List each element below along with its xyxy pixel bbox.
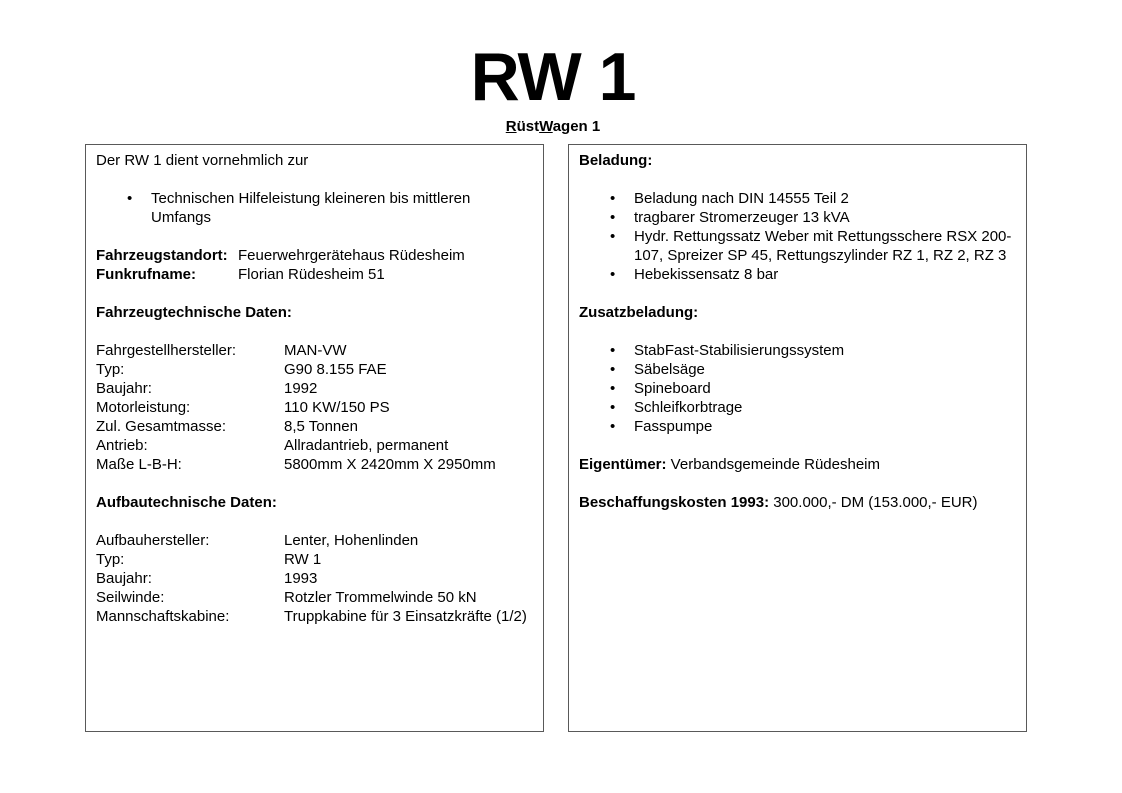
page-header [0,41,1106,136]
data-row [96,379,533,398]
data-row [96,569,533,588]
row-label: Fahrgestellhersteller: [96,342,237,359]
row-label: Baujahr: [96,570,152,587]
row-value: Truppkabine für 3 Einsatzkräfte (1/2) [284,608,527,625]
data-row [96,531,533,550]
row-value: Florian Rüdesheim 51 [238,266,385,283]
data-row [96,246,533,265]
data-row [96,588,533,607]
row-value: 1993 [284,570,318,587]
intro-bullet-list [96,189,533,227]
page-title: RW 1 [470,39,636,115]
cost-label: Beschaffungskosten 1993: [579,494,770,511]
list-item: • StabFast-Stabilisierungssystem [579,341,1016,360]
data-row [96,436,533,455]
list-item: • Spineboard [579,379,1016,398]
list-item: • Schleifkorbtrage [579,398,1016,417]
row-label: Motorleistung: [96,399,191,416]
list-item: • Säbelsäge [579,360,1016,379]
row-value: MAN-VW [284,342,347,359]
row-label: Funkrufname: [96,266,197,283]
row-value: Allradantrieb, permanent [284,437,449,454]
row-label: Typ: [96,361,125,378]
row-label: Seilwinde: [96,589,165,606]
vehicle-info-panel [85,144,544,732]
row-label: Fahrzeugstandort: [96,247,228,264]
list-item: • tragbarer Stromerzeuger 13 kVA [579,208,1016,227]
location-rows [96,246,533,284]
page-subtitle [0,117,1106,136]
section-title-loadout: Beladung: [579,152,653,169]
subtitle-part: agen 1 [552,118,601,135]
subtitle-part-underlined: R [505,118,517,135]
row-value: RW 1 [284,551,322,568]
subtitle-part: üst [516,118,540,135]
data-row [96,550,533,569]
data-row [96,398,533,417]
vehicle-data-rows [96,341,533,474]
section-title-body-data: Aufbautechnische Daten: [96,494,277,511]
section-title-vehicle-data: Fahrzeugtechnische Daten: [96,304,292,321]
owner-value: Verbandsgemeinde Rüdesheim [666,456,880,473]
body-data-rows [96,531,533,626]
row-value: Lenter, Hohenlinden [284,532,419,549]
data-row [96,341,533,360]
section-title-extra-loadout: Zusatzbeladung: [579,304,699,321]
row-value: 1992 [284,380,318,397]
row-label: Antrieb: [96,437,148,454]
intro-text: Der RW 1 dient vornehmlich zur [96,152,309,169]
list-item: • Hydr. Rettungssatz Weber mit Rettungsschere RSX 200-107, Spreizer SP 45, Rettungszylinder RZ 1, RZ 2, RZ 3 [579,227,1016,265]
row-label: Maße L-B-H: [96,456,182,473]
data-row [96,607,533,626]
row-value: Rotzler Trommelwinde 50 kN [284,589,477,606]
subtitle-part-underlined: W [539,118,553,135]
loadout-list [579,189,1016,284]
list-item: • Hebekissensatz 8 bar [579,265,1016,284]
owner-line [579,455,1016,474]
row-value: 8,5 Tonnen [284,418,358,435]
row-label: Mannschaftskabine: [96,608,230,625]
row-label: Typ: [96,551,125,568]
list-item: • Technischen Hilfeleistung kleineren bis mittleren Umfangs [96,189,533,227]
owner-label: Eigentümer: [579,456,667,473]
cost-value: 300.000,- DM (153.000,- EUR) [769,494,978,511]
data-row [96,455,533,474]
data-row [96,265,533,284]
row-label: Aufbauhersteller: [96,532,210,549]
cost-line [579,493,1016,512]
loadout-panel [568,144,1027,732]
row-value: G90 8.155 FAE [284,361,387,378]
row-label: Zul. Gesamtmasse: [96,418,227,435]
data-row [96,360,533,379]
list-item: • Fasspumpe [579,417,1016,436]
extra-loadout-list [579,341,1016,436]
data-row [96,417,533,436]
row-value: Feuerwehrgerätehaus Rüdesheim [238,247,465,264]
row-label: Baujahr: [96,380,152,397]
row-value: 110 KW/150 PS [284,399,390,416]
list-item: • Beladung nach DIN 14555 Teil 2 [579,189,1016,208]
row-value: 5800mm X 2420mm X 2950mm [284,456,496,473]
